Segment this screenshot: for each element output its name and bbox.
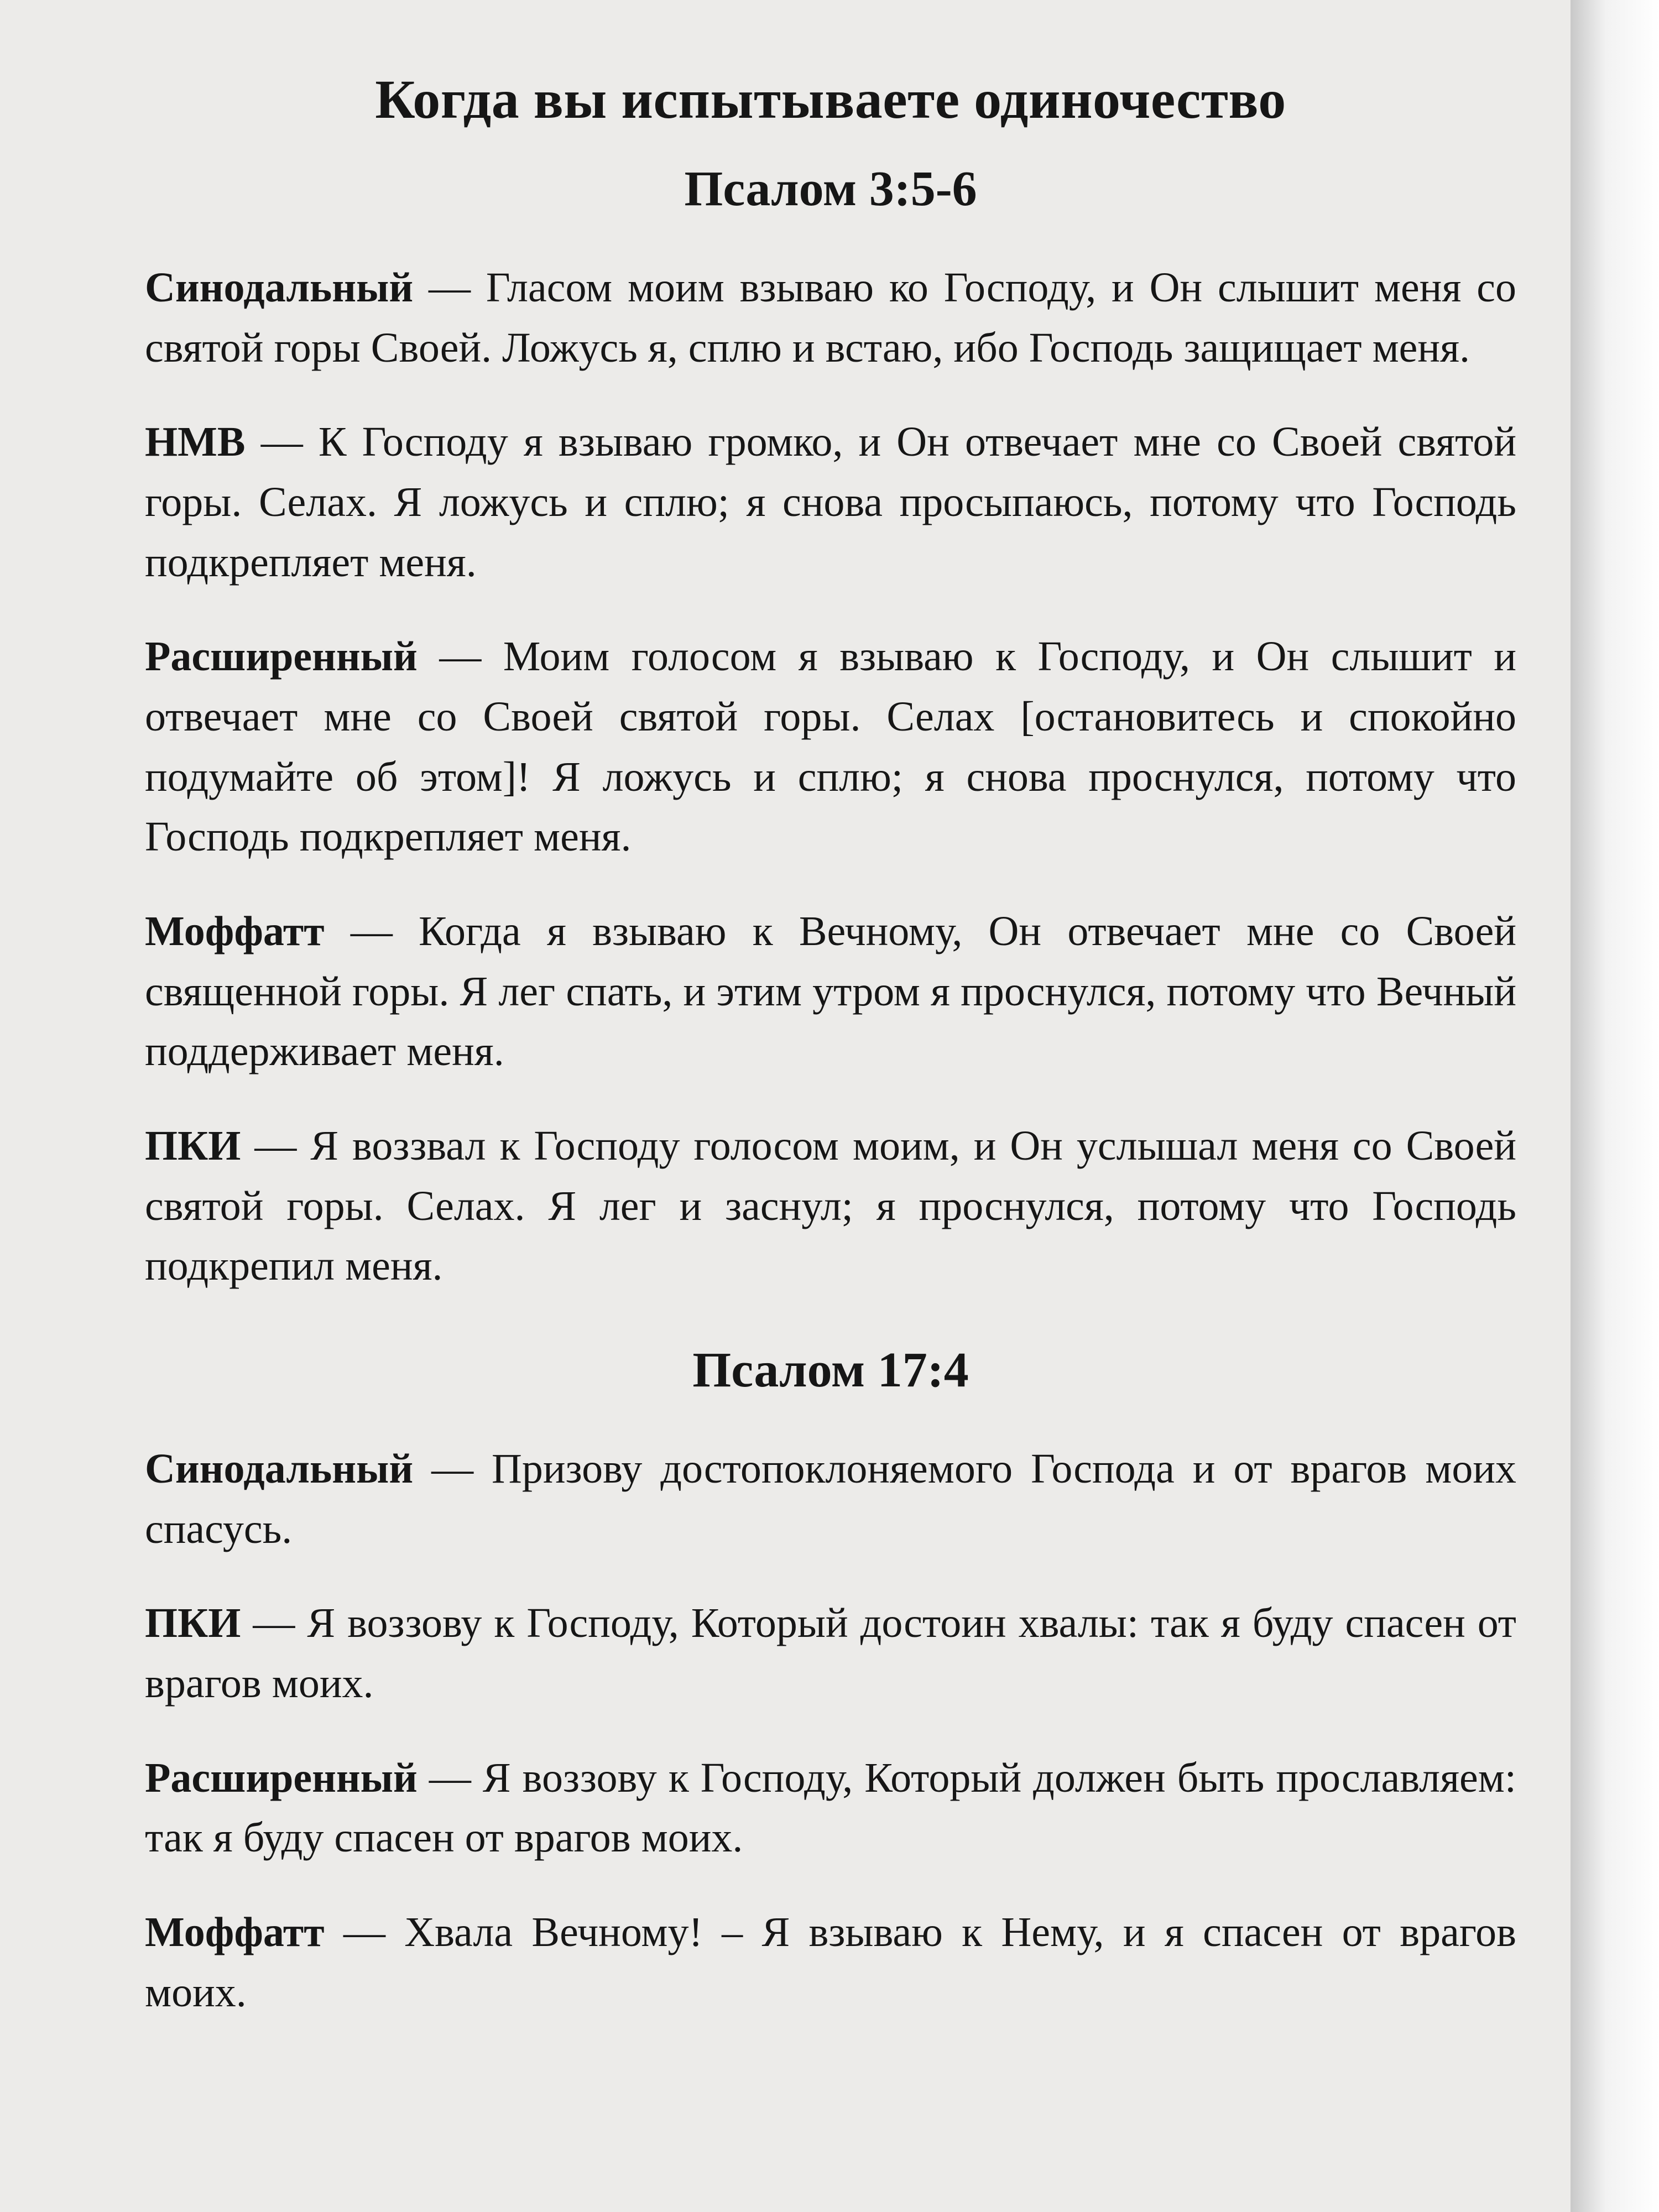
translation-label: ПКИ	[145, 1123, 241, 1170]
verse-paragraph	[145, 627, 1516, 867]
translation-label: НМВ	[145, 419, 246, 466]
verse-text: — Я воззову к Господу, Который должен быть прославляем: так я буду спасен от врагов моих.	[145, 1754, 1516, 1861]
page-edge	[1571, 0, 1659, 2212]
verse-paragraph	[145, 1748, 1516, 1868]
verse-paragraph	[145, 1116, 1516, 1296]
verse-text: — Гласом моим взываю ко Господу, и Он слышит меня со святой горы Своей. Ложусь я, сплю и встаю, ибо Господь защищает меня.	[145, 264, 1516, 371]
psalm-heading: Псалом 3:5-6	[684, 161, 977, 216]
verse-text: — Когда я взываю к Вечному, Он отвечает мне со Своей священной горы. Я лег спать, и этим утром я проснулся, потому что Вечный поддерживает меня.	[145, 908, 1516, 1075]
verse-paragraph	[145, 258, 1516, 378]
psalm-section	[145, 159, 1516, 1296]
verse-text: — Моим голосом я взываю к Господу, и Он слышит и отвечает мне со Своей святой горы. Селах [остановитесь и спокойно подумайте об этом]! Я ложусь и сплю; я снова проснулся, потому что Господь подкрепляет меня.	[145, 633, 1516, 860]
psalm-heading: Псалом 17:4	[692, 1343, 969, 1398]
page-content	[145, 66, 1516, 2057]
verse-text: — К Господу я взываю громко, и Он отвечает мне со Своей святой горы. Селах. Я ложусь и сплю; я снова просыпаюсь, потому что Господь подкрепляет меня.	[145, 419, 1516, 586]
verse-text: — Призову достопоклоняемого Господа и от врагов моих спасусь.	[145, 1446, 1516, 1552]
verse-paragraph	[145, 412, 1516, 592]
verse-text: — Я воззвал к Господу голосом моим, и Он услышал меня со Своей святой горы. Селах. Я лег и заснул; я проснулся, потому что Господь подкрепил меня.	[145, 1123, 1516, 1290]
translation-label: Моффатт	[145, 908, 325, 955]
verse-paragraph	[145, 1902, 1516, 2022]
verse-paragraph	[145, 1439, 1516, 1559]
translation-label: ПКИ	[145, 1600, 241, 1647]
verse-paragraph	[145, 901, 1516, 1082]
translation-label: Расширенный	[145, 1754, 418, 1801]
verse-paragraph	[145, 1593, 1516, 1713]
page-title: Когда вы испытываете одиночество	[375, 69, 1286, 130]
translation-label: Синодальный	[145, 1446, 414, 1493]
translation-label: Синодальный	[145, 264, 414, 311]
translation-label: Моффатт	[145, 1909, 325, 1956]
verse-text: — Хвала Вечному! – Я взываю к Нему, и я спасен от врагов моих.	[145, 1909, 1516, 2016]
psalm-section	[145, 1340, 1516, 2022]
translation-label: Расширенный	[145, 633, 418, 680]
verse-text: — Я воззову к Господу, Который достоин хвалы: так я буду спасен от врагов моих.	[145, 1600, 1516, 1707]
